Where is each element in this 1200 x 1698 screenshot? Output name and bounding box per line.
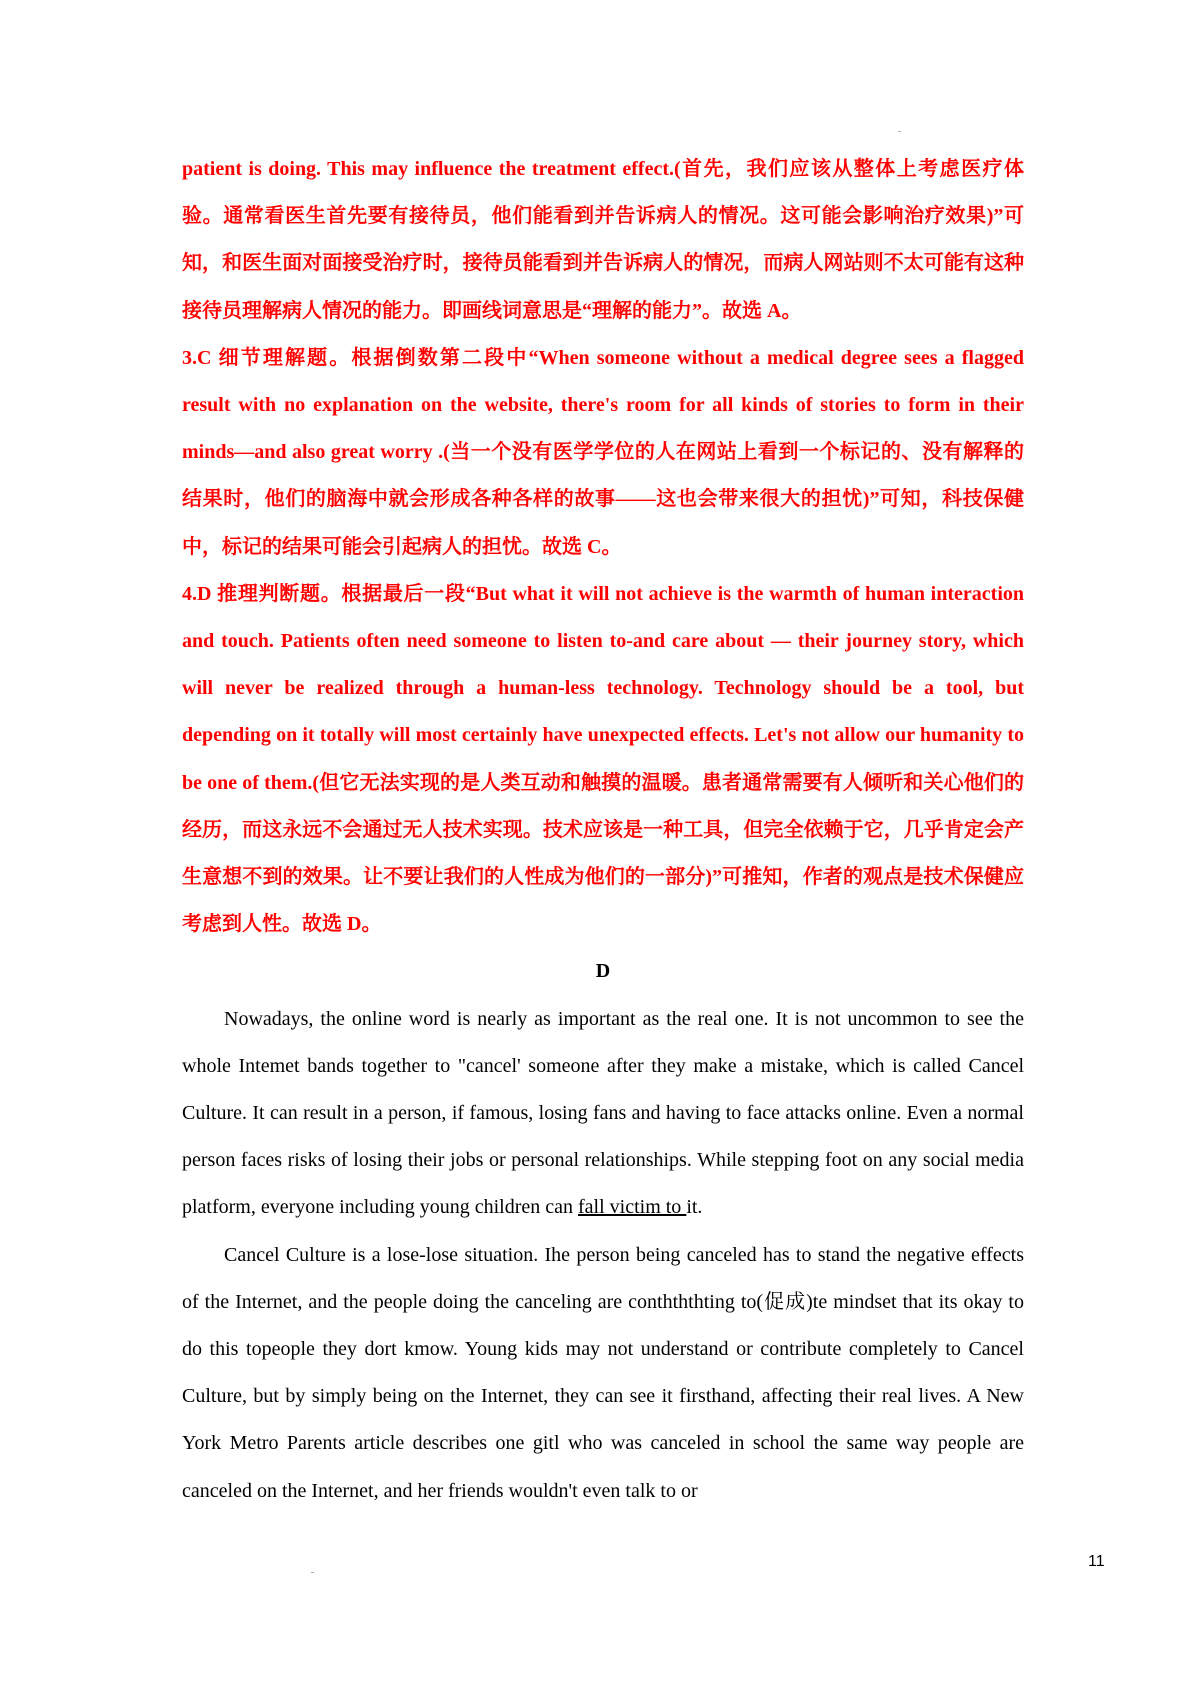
section-heading-d: D: [595, 960, 611, 983]
answer-explanation-4: 4.D 推理判断题。根据最后一段“But what it will not achieve is the warmth of human interaction and touch. Patients often need someone to listen to-and care about — their journey story, which will never be realized through a human-less technology. Technology should be a tool, but depending on it totally will most certainly have unexpected effects. Let's not allow our humanity to be one of them.(但它无法实现的是人类互动和触摸的温暖。患者通常需要有人倾听和关心他们的经历，而这永远不会通过无人技术实现。技术应该是一种工具，但完全依赖于它，几乎肯定会产生意想不到的效果。让不要让我们的人性成为他们的一部分)”可推知，作者的观点是技术保健应考虑到人性。故选 D。: [182, 582, 1024, 936]
scan-speck: [898, 131, 901, 132]
answer-explanation-2-continued: patient is doing. This may influence the treatment effect.(首先，我们应该从整体上考虑医疗体验。通常看医生首先要有接待员，他们能看到并告诉病人的情况。这可能会影响治疗效果)”可知，和医生面对面接受治疗时，接待员能看到并告诉病人的情况，而病人网站则不太可能有这种接待员理解病人情况的能力。即画线词意思是“理解的能力”。故选 A。: [182, 158, 1024, 322]
paragraph-text: Nowadays, the online word is nearly as important as the real one. It is not uncommon to see the whole Intemet bands together to "cancel' someone after they make a mistake, which is called Cancel Culture. It can result in a person, if famous, losing fans and having to face attacks online. Even a normal person faces risks of losing their jobs or personal relationships. While stepping foot on any social media platform, everyone including young children can: [182, 1007, 1024, 1219]
answer-explanation-3: 3.C 细节理解题。根据倒数第二段中“When someone without a medical degree sees a flagged result with no explanation on the website, there's room for all kinds of stories to form in their minds—and also great worry .(当一个没有医学学位的人在网站上看到一个标记的、没有解释的结果时，他们的脑海中就会形成各种各样的故事——这也会带来很大的担忧)”可知，科技保健中，标记的结果可能会引起病人的担忧。故选 C。: [182, 346, 1024, 558]
underlined-phrase: fall victim to: [578, 1196, 687, 1219]
page-content: [182, 146, 1024, 1515]
passage-paragraph-2: Cancel Culture is a lose-lose situation. Ihe person being canceled has to stand the negative effects of the Internet, and the people doing the canceling are conthththting to(促成)te mindset that its okay to do this topeople they dort kmow. Young kids may not understand or contribute completely to Cancel Culture, but by simply being on the Internet, they can see it firsthand, affecting their real lives. A New York Metro Parents article describes one gitl who was canceled in school the same way people are canceled on the Internet, and her friends wouldn't even talk to or: [182, 1243, 1024, 1502]
page-number: 11: [1088, 1553, 1105, 1570]
scan-speck: [311, 1572, 314, 1573]
paragraph-text: it.: [686, 1196, 703, 1219]
passage-paragraph-1: [182, 996, 1024, 1232]
